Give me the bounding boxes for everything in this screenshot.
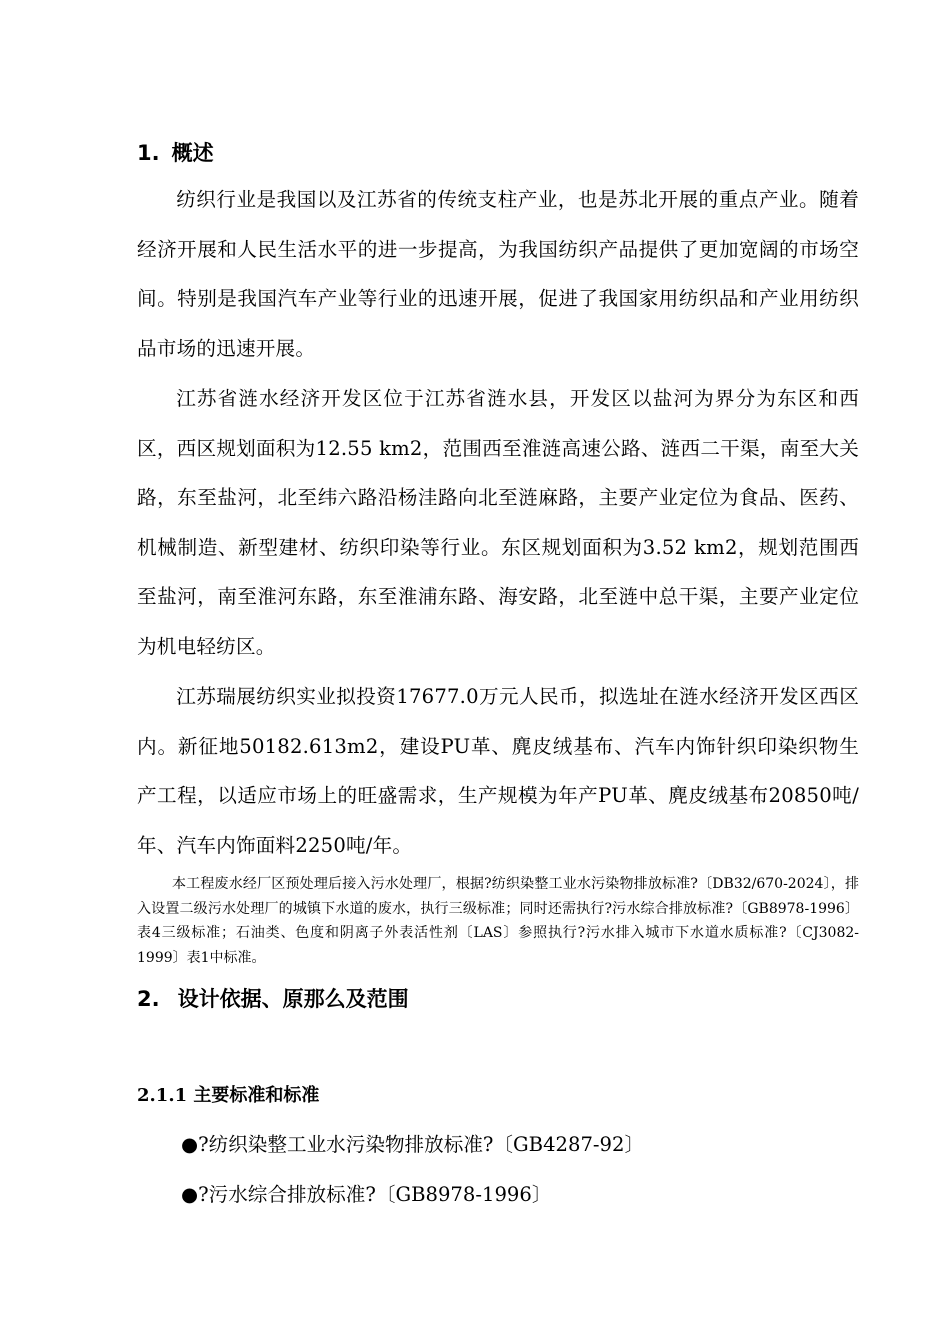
standard-item: ●?纺织染整工业水污染物排放标准?〔GB4287-92〕	[181, 1133, 645, 1156]
section-1-title: 概述	[171, 141, 214, 165]
section-1-number: 1.	[137, 141, 160, 165]
wastewater-note: 本工程废水经厂区预处理后接入污水处理厂，根据?纺织染整工业水污染物排放标准?〔DB32/670-2024〕，排入设置二级污水处理厂的城镇下水道的废水，执行三级标准；同时还需执行?污水综合排放标准?〔GB8978-1996〕表4三级标准；石油类、色度和阴离子外表活性剂〔LAS〕参照执行?污水排入城市下水道水质标准?〔CJ3082-1999〕表1中标准。	[137, 876, 859, 966]
section-2-heading	[137, 985, 409, 1013]
standard-item: ●?污水综合排放标准?〔GB8978-1996〕	[181, 1183, 552, 1206]
intro-paragraph: 纺织行业是我国以及江苏省的传统支柱产业，也是苏北开展的重点产业。随着经济开展和人民生活水平的进一步提高，为我国纺织产品提供了更加宽阔的市场空间。特别是我国汽车产业等行业的迅速开展，促进了我国家用纺织品和产业用纺织品市场的迅速开展。	[137, 188, 859, 360]
section-2-number: 2.	[137, 987, 160, 1011]
project-paragraph: 江苏瑞展纺织实业拟投资17677.0万元人民币，拟选址在涟水经济开发区西区内。新征地50182.613m2，建设PU革、麂皮绒基布、汽车内饰针织印染织物生产工程，以适应市场上的旺盛需求，生产规模为年产PU革、麂皮绒基布20850吨/年、汽车内饰面料2250吨/年。	[137, 685, 859, 857]
zone-paragraph: 江苏省涟水经济开发区位于江苏省涟水县，开发区以盐河为界分为东区和西区，西区规划面积为12.55 km2，范围西至淮涟高速公路、涟西二干渠，南至大关路，东至盐河，北至纬六路沿杨洼路向北至涟麻路，主要产业定位为食品、医药、机械制造、新型建材、纺织印染等行业。东区规划面积为3.52 km2，规划范围西至盐河，南至淮河东路，东至淮浦东路、海安路，北至涟中总干渠，主要产业定位为机电轻纺区。	[137, 387, 859, 658]
section-2-title: 设计依据、原那么及范围	[177, 987, 409, 1011]
subsection-heading: 2.1.1 主要标准和标准	[137, 1085, 320, 1106]
section-1-heading	[137, 139, 214, 167]
